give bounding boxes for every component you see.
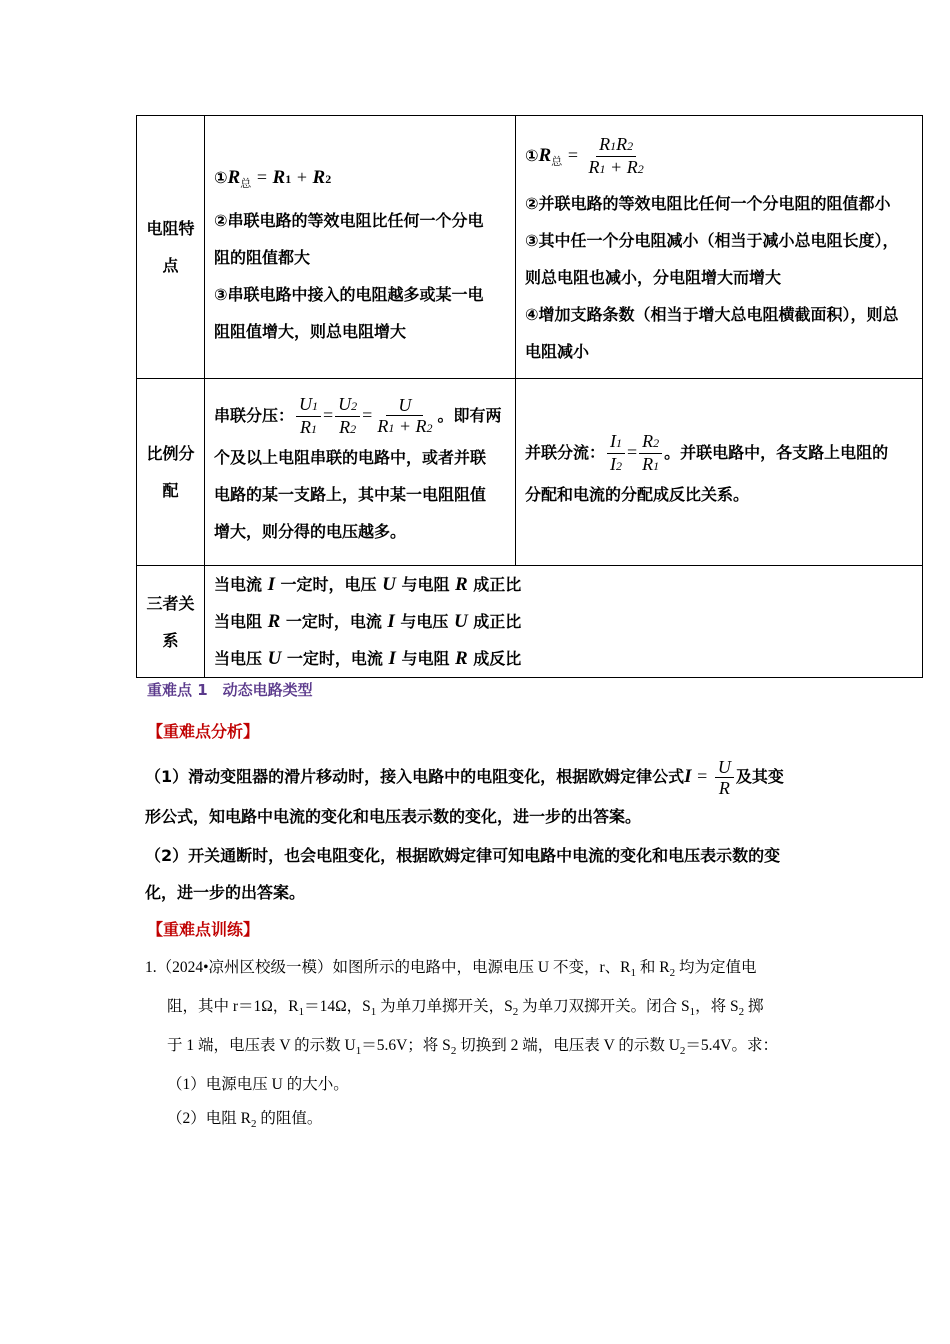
series-line-3: ③串联电路中接入的电阻越多或某一电 阻阻值增大，则总电阻增大 — [214, 284, 484, 341]
parallel-ratio-cell — [516, 379, 923, 566]
series-line-2: ②串联电路的等效电阻比任何一个分电 阻的阻值都大 — [214, 210, 484, 267]
ohm-law-formula: I = $\frac{U}{R}$ — [684, 767, 736, 786]
relation-line-1: 当电流 I 一定时，电压 U 与电阻 R 成正比 — [214, 574, 522, 595]
question-sub-1: （1）电源电压 U 的大小。 — [167, 1076, 349, 1093]
series-ratio-cell — [205, 379, 516, 566]
row-label: 三者关 系 — [137, 566, 205, 678]
parallel-formula: $①R_总$ = $\frac{R1R2}{R1 + R2}$ — [525, 134, 644, 177]
relation-cell — [205, 566, 923, 678]
training-label: 【重难点训练】 — [147, 920, 260, 939]
row-label: 比例分 配 — [137, 379, 205, 566]
series-formula: $①R_总 = R1 + R2$ — [214, 166, 332, 190]
series-resistance-cell — [205, 116, 516, 379]
comparison-table — [136, 115, 923, 678]
question-line-2: 阻，其中 r＝1Ω，$R_1=14\Omega$，$S_1$ 为单刀单掷开关，$S_2$ 为单刀双掷开关。闭合 $S_1$，将 $S_2$ 掷 — [167, 998, 764, 1018]
table-row — [137, 566, 923, 678]
parallel-line-4: ④增加支路条数（相当于增大总电阻横截面积），则总 电阻减小 — [525, 305, 899, 361]
question-line-1: 1.（2024•凉州区校级一模）如图所示的电路中，电源电压 U 不变，r、$R_1$ 和 $R_2$ 均为定值电 — [145, 959, 757, 979]
question-sub-2: （2）电阻 $R_2$ 的阻值。 — [167, 1110, 323, 1130]
parallel-line-2: ②并联电路的等效电阻比任何一个分电阻的阻值都小 — [525, 194, 891, 213]
question-line-3: 于 1 端，电压表 V 的示数 $U_1=5.6V$；将 $S_2$ 切换到 2 端，电压表 V 的示数 $U_2=5.4V$。求： — [167, 1037, 778, 1057]
series-ratio-text: 串联分压： $\frac{U1}{R1}$ = $\frac{U2}{R2}$ = $\frac{U}{R1 + R2}$ 。即有两 个及以上电阻串联的电路中，或者并联 电路的某一支路上，其中某一电阻阻值 增大，则分得的电压越多。 — [214, 394, 502, 541]
row-label: 电阻特 点 — [137, 116, 205, 379]
parallel-line-3: ③其中任一个分电阻减小（相当于减小总电阻长度）， 则总电阻也减小，分电阻增大而增大 — [525, 231, 899, 287]
analysis-paragraph-1: （1）滑动变阻器的滑片移动时，接入电路中的电阻变化，根据欧姆定律公式I = $\frac{U}{R}$ 及其变 形公式，知电路中电流的变化和电压表示数的变化，进一步的出答案。 — [145, 757, 784, 826]
analysis-paragraph-2: （2）开关通断时，也会电阻变化，根据欧姆定律可知电路中电流的变化和电压表示数的变 化，进一步的出答案。 — [145, 846, 781, 902]
parallel-resistance-cell — [516, 116, 923, 379]
table-row — [137, 116, 923, 379]
relation-line-2: 当电阻 R 一定时，电流 I 与电压 U 成正比 — [214, 611, 522, 632]
table-row — [137, 379, 923, 566]
question-1 — [145, 951, 815, 1141]
relation-line-3: 当电压 U 一定时，电流 I 与电阻 R 成反比 — [214, 648, 522, 669]
analysis-label: 【重难点分析】 — [147, 722, 260, 741]
section-title: 重难点 1 动态电路类型 — [147, 681, 313, 699]
parallel-ratio-text: 并联分流： $\frac{I1}{I2}$ = $\frac{R2}{R1}$ 。并联电路中，各支路上电阻的 分配和电流的分配成反比关系。 — [525, 431, 889, 504]
